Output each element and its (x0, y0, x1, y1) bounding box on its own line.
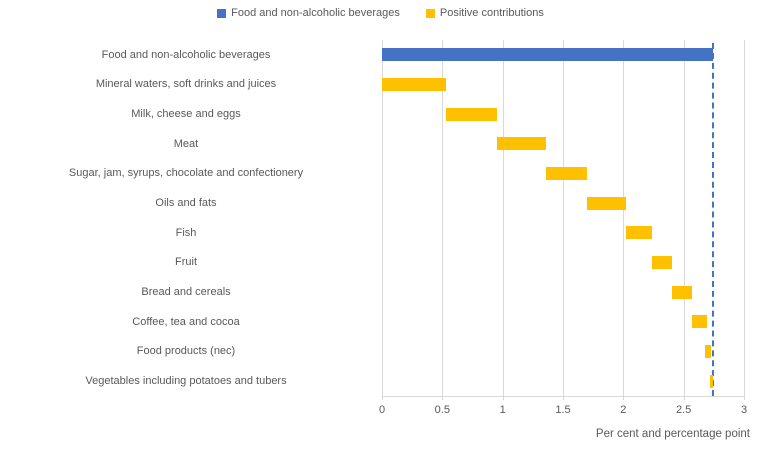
positive-bar-segment (710, 375, 712, 388)
category-label: Oils and fats (155, 197, 217, 210)
category-label: Vegetables including potatoes and tubers (85, 375, 287, 388)
category-label: Food products (nec) (136, 345, 236, 358)
x-tick-label: 1.5 (555, 404, 571, 416)
positive-bar-segment (672, 286, 693, 299)
gridline (623, 40, 624, 396)
positive-bar-segment (626, 226, 653, 239)
gridline (684, 40, 685, 396)
category-label: Fish (175, 226, 197, 239)
x-tick-label: 0.5 (434, 404, 450, 416)
x-tick-label: 1 (499, 404, 506, 416)
positive-bar-segment (497, 137, 546, 150)
gridline (382, 40, 383, 396)
category-label: Bread and cereals (141, 286, 231, 299)
gridline (503, 40, 504, 396)
category-label: Meat (173, 137, 199, 150)
x-tick-label: 2.5 (676, 404, 692, 416)
positive-bar-segment (705, 345, 711, 358)
x-tick-label: 2 (620, 404, 627, 416)
gridline (442, 40, 443, 396)
positive-bar-segment (446, 108, 497, 121)
category-label: Sugar, jam, syrups, chocolate and confectionery (68, 167, 304, 180)
positive-bar-segment (546, 167, 587, 180)
category-label: Milk, cheese and eggs (131, 108, 241, 121)
total-reference-line (712, 43, 714, 396)
gridline (744, 40, 745, 396)
positive-bar-segment (382, 78, 446, 91)
positive-bar-segment (587, 197, 626, 210)
positive-bar-segment (652, 256, 671, 269)
x-tick-label: 3 (740, 404, 748, 416)
legend-label-total: Food and non-alcoholic beverages (231, 7, 400, 19)
positive-bar-segment (692, 315, 706, 328)
total-bar-segment (382, 48, 713, 61)
category-label: Coffee, tea and cocoa (132, 315, 240, 328)
x-axis-line (382, 396, 745, 397)
x-tick-label: 0 (378, 404, 386, 416)
category-label: Food and non-alcoholic beverages (101, 48, 271, 61)
category-label: Fruit (175, 256, 197, 269)
gridline (563, 40, 564, 396)
legend-label-positive: Positive contributions (439, 7, 544, 19)
x-axis-title: Per cent and percentage point (595, 428, 750, 440)
category-label: Mineral waters, soft drinks and juices (95, 78, 277, 91)
